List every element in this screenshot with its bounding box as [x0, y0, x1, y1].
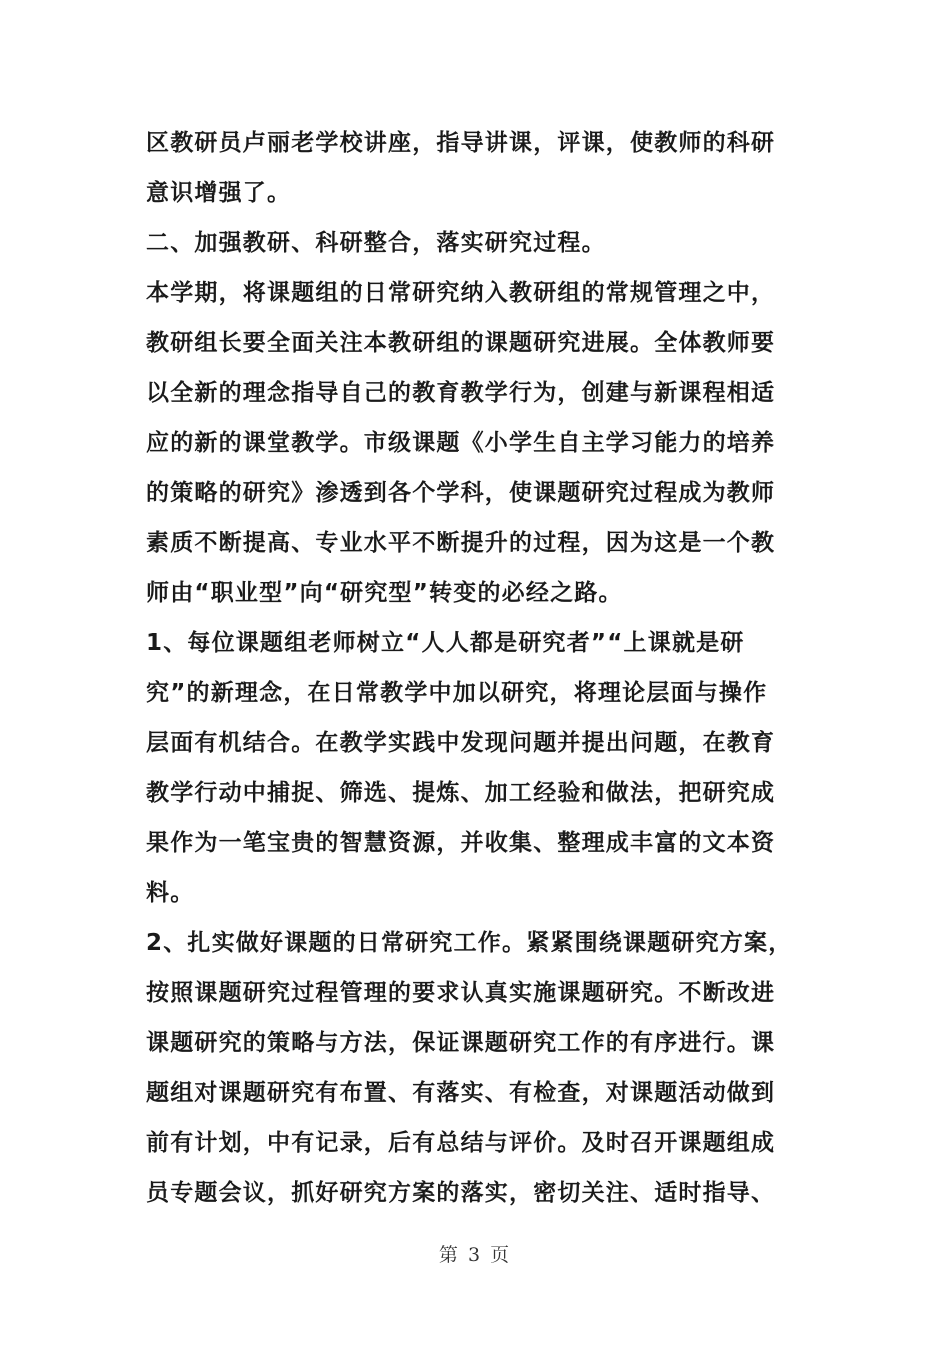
section-heading: 二、加强教研、科研整合，落实研究过程。: [146, 230, 606, 256]
text-line: 课题研究的策略与方法，保证课题研究工作的有序进行。课: [146, 1030, 776, 1056]
text-line: 果作为一笔宝贵的智慧资源，并收集、整理成丰富的文本资: [146, 830, 776, 856]
text-line: 层面有机结合。在教学实践中发现问题并提出问题，在教育: [146, 730, 776, 756]
text-line: 意识增强了。: [146, 180, 292, 206]
text-line: 区教研员卢丽老学校讲座，指导讲课，评课，使教师的科研: [146, 130, 776, 156]
list-item-1-line: 1、每位课题组老师树立“人人都是研究者”“上课就是研: [146, 630, 745, 656]
text-line: 究”的新理念，在日常教学中加以研究，将理论层面与操作: [146, 680, 768, 706]
text-line: 师由“职业型”向“研究型”转变的必经之路。: [146, 580, 623, 606]
text-line: 料。: [146, 880, 195, 906]
text-line: 的策略的研究》渗透到各个学科，使课题研究过程成为教师: [146, 480, 776, 506]
text-line: 教研组长要全面关注本教研组的课题研究进展。全体教师要: [146, 330, 776, 356]
text-line: 教学行动中捕捉、筛选、提炼、加工经验和做法，把研究成: [146, 780, 776, 806]
list-item-2-line: 2、扎实做好课题的日常研究工作。紧紧围绕课题研究方案，: [146, 930, 793, 956]
document-body: [146, 118, 812, 1218]
text-line: 前有计划，中有记录，后有总结与评价。及时召开课题组成: [146, 1130, 776, 1156]
text-line: 应的新的课堂教学。市级课题《小学生自主学习能力的培养: [146, 430, 776, 456]
page-number: 第 3 页: [438, 1244, 512, 1266]
text-line: 以全新的理念指导自己的教育教学行为，创建与新课程相适: [146, 380, 776, 406]
text-line: 素质不断提高、专业水平不断提升的过程，因为这是一个教: [146, 530, 776, 556]
text-line: 本学期，将课题组的日常研究纳入教研组的常规管理之中，: [146, 280, 776, 306]
text-line: 按照课题研究过程管理的要求认真实施课题研究。不断改进: [146, 980, 776, 1006]
text-line: 员专题会议，抓好研究方案的落实，密切关注、适时指导、: [146, 1180, 776, 1206]
text-line: 题组对课题研究有布置、有落实、有检查，对课题活动做到: [146, 1080, 776, 1106]
